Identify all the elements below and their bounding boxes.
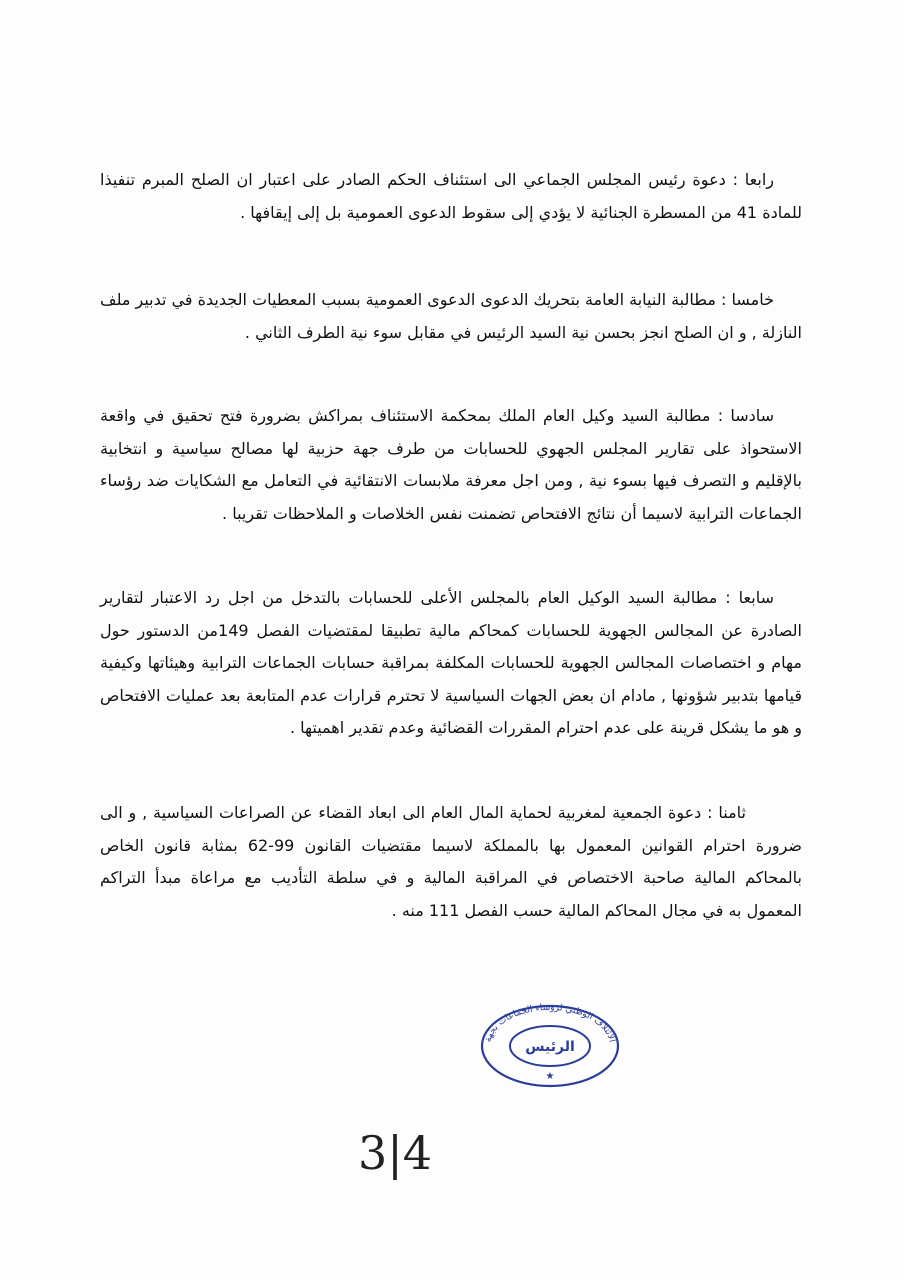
- stamp-center-text: الرئيس: [525, 1039, 575, 1055]
- star-icon: ★: [545, 1071, 555, 1082]
- paragraph-text: ثامنا : دعوة الجمعية لمغربية لحماية المال العام الى ابعاد القضاء عن الصراعات السياسية , و الى ضرورة احترام القوانين المعمول بها بالمملكة لاسيما مقتضيات القانون 99-62 بمثابة قانون الخاص بالمحاكم المالية صاحبة الاختصاص في المراقبة المالية و في سلطة التأديب مع مراعاة مبدأ التراكم المعمول به في مجال المحاكم المالية حسب الفصل 111 منه .: [100, 803, 802, 920]
- paragraph-text: خامسا : مطالبة النيابة العامة بتحريك الدعوى الدعوى العمومية بسبب المعطيات الجديدة في تدبير ملف النازلة , و ان الصلح انجز بحسن نية السيد الرئيس في مقابل سوء نية الطرف الثاني .: [100, 290, 802, 342]
- paragraph-text: سادسا : مطالبة السيد وكيل العام الملك بمحكمة الاستئناف بمراكش بضرورة فتح تحقيق في واقعة الاستحواذ على تقارير المجلس الجهوي للحسابات من طرف جهة حزبية لها مصالح سياسية و انتخابية بالإقليم و التصرف فيها بسوء نية , ومن اجل معرفة ملابسات الانتقائية في التعامل مع الشكايات ضد رؤساء الجماعات الترابية لاسيما أن نتائج الافتحاص تضمنت نفس الخلاصات و الملاحظات تقريبا .: [100, 406, 802, 523]
- paragraph-text: رابعا : دعوة رئيس المجلس الجماعي الى استئناف الحكم الصادر على اعتبار ان الصلح المبرم تنفيذا للمادة 41 من المسطرة الجنائية لا يؤدي إلى سقوط الدعوى العمومية بل إلى إيقافها .: [100, 170, 802, 222]
- paragraph-rabian: [100, 164, 802, 229]
- paragraph-text: سابعا : مطالبة السيد الوكيل العام بالمجلس الأعلى للحسابات بالتدخل من اجل رد الاعتبار لتقارير الصادرة عن المجالس الجهوية للحسابات كمحاكم مالية تطبيقا لمقتضيات الفصل 149من الدستور حول مهام و اختصاصات المجالس الجهوية للحسابات المكلفة بمراقبة حسابات الجماعات الترابية وهيئاتها وكيفية قيامها بتدبير شؤونها , مادام ان بعض الجهات السياسية لا تحترم قرارات عدم المتابعة بعد عمليات الافتحاص و هو ما يشكل قرينة على عدم احترام المقررات القضائية وعدم تقدير اهميتها .: [100, 588, 803, 737]
- official-stamp: [478, 1003, 622, 1089]
- paragraph-khamisan: [100, 284, 802, 349]
- paragraph-sabian: [100, 582, 802, 745]
- page-number: 3|4: [358, 1126, 433, 1180]
- paragraph-sadisan: [100, 400, 802, 530]
- paragraph-thamenan: [100, 797, 802, 927]
- stamp-ring-text: الائتلاف الوطني لرؤساء الجماعات بجهة: [483, 1003, 617, 1044]
